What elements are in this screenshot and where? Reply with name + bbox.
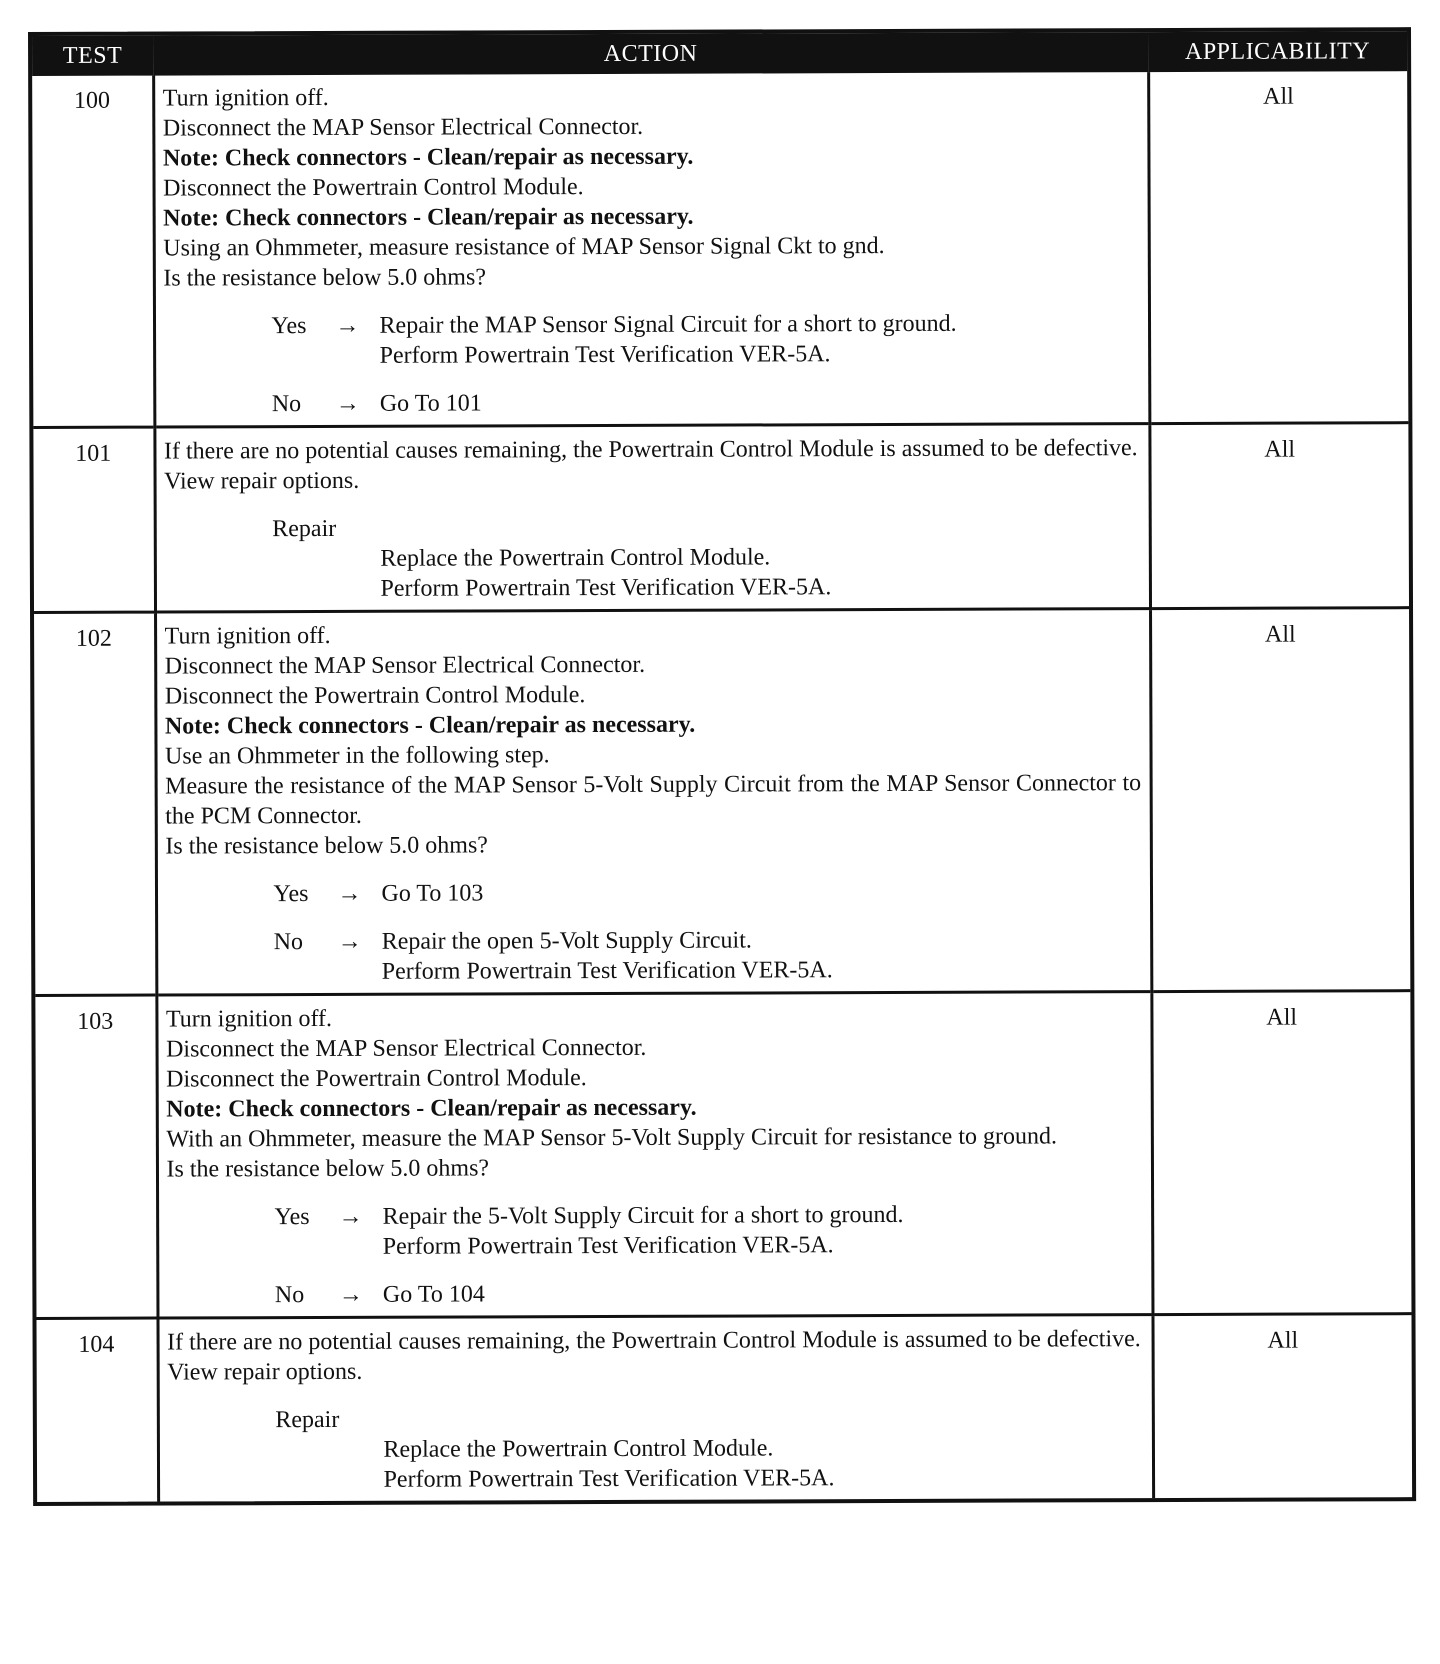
outcome-result-line: Perform Powertrain Test Verification VER-5A. xyxy=(381,957,833,985)
action-line: With an Ohmmeter, measure the MAP Sensor 5-Volt Supply Circuit for resistance to ground. xyxy=(166,1123,1058,1153)
header-action: ACTION xyxy=(153,32,1148,75)
test-number: 102 xyxy=(34,612,156,995)
outcome-result xyxy=(379,308,1139,371)
arrow-icon: → xyxy=(338,1281,363,1308)
action-cell xyxy=(157,1315,1153,1502)
outcome-result-line: Go To 104 xyxy=(382,1281,485,1308)
table-header-row xyxy=(32,31,1407,76)
outcome-result xyxy=(382,924,1142,987)
applicability-value: All xyxy=(1150,608,1410,992)
applicability-value: All xyxy=(1151,991,1411,1315)
outcome-result xyxy=(381,876,1141,909)
outcome-no xyxy=(167,1277,1143,1310)
action-line: Turn ignition off. xyxy=(162,84,329,112)
note-line: Note: Check connectors - Clean/repair as necessary. xyxy=(164,711,696,740)
outcome-label: No xyxy=(274,1282,305,1309)
outcome-label: Yes xyxy=(273,881,309,908)
repair-label: Repair xyxy=(272,515,337,543)
action-line: Disconnect the MAP Sensor Electrical Connector. xyxy=(166,1034,647,1063)
outcome-yes xyxy=(167,1199,1143,1262)
action-line: View repair options. xyxy=(164,467,360,495)
table-row xyxy=(36,1314,1412,1502)
outcome-label: No xyxy=(271,391,302,418)
arrow-icon: → xyxy=(335,312,360,339)
repair-step: Perform Powertrain Test Verification VER-5A. xyxy=(380,574,832,602)
table-row xyxy=(33,423,1409,613)
outcome-result-line: Repair the open 5-Volt Supply Circuit. xyxy=(381,927,752,955)
action-cell xyxy=(155,609,1151,995)
action-cell xyxy=(156,992,1152,1318)
header-test: TEST xyxy=(32,36,153,76)
action-line: Is the resistance below 5.0 ohms? xyxy=(163,264,486,292)
outcome-label: No xyxy=(273,929,304,956)
action-line: If there are no potential causes remaining, the Powertrain Control Module is assumed to be defective. xyxy=(167,1326,1141,1356)
outcome-result xyxy=(383,1277,1143,1310)
test-number: 100 xyxy=(32,76,154,428)
test-number: 104 xyxy=(36,1318,158,1502)
outcome-result-line: Repair the MAP Sensor Signal Circuit for a short to ground. xyxy=(379,310,957,339)
arrow-icon: → xyxy=(335,390,360,417)
note-line: Note: Check connectors - Clean/repair as necessary. xyxy=(163,203,694,232)
header-applicability: APPLICABILITY xyxy=(1148,31,1407,72)
test-number: 103 xyxy=(35,995,157,1318)
action-cell xyxy=(153,72,1149,427)
outcome-result-line: Go To 103 xyxy=(381,880,484,907)
table-row xyxy=(34,608,1410,996)
table-row xyxy=(35,991,1411,1319)
diagnostic-test-table-container xyxy=(28,27,1416,1506)
action-line: Use an Ohmmeter in the following step. xyxy=(164,742,550,770)
action-line: Disconnect the Powertrain Control Module. xyxy=(164,682,586,710)
outcome-result-line: Perform Powertrain Test Verification VER-5A. xyxy=(379,341,831,369)
outcome-yes xyxy=(163,308,1139,371)
action-line: Disconnect the MAP Sensor Electrical Connector. xyxy=(162,113,644,142)
outcome-yes xyxy=(165,876,1141,909)
action-line: Is the resistance below 5.0 ohms? xyxy=(166,1155,490,1183)
action-line: Disconnect the Powertrain Control Module. xyxy=(163,174,584,202)
applicability-value: All xyxy=(1152,1314,1412,1498)
diagnostic-test-table xyxy=(32,31,1412,1502)
test-number: 101 xyxy=(33,427,155,612)
action-line: Is the resistance below 5.0 ohms? xyxy=(165,832,488,860)
outcome-no xyxy=(164,386,1140,419)
outcome-result-line: Perform Powertrain Test Verification VER-5A. xyxy=(382,1232,834,1260)
action-cell xyxy=(154,424,1150,612)
action-line: View repair options. xyxy=(167,1358,363,1386)
repair-step: Perform Powertrain Test Verification VER-5A. xyxy=(383,1465,835,1493)
repair-step: Replace the Powertrain Control Module. xyxy=(383,1435,774,1463)
applicability-value: All xyxy=(1263,83,1294,110)
repair-step: Replace the Powertrain Control Module. xyxy=(380,544,771,572)
action-line: If there are no potential causes remaining, the Powertrain Control Module is assumed to be defective. xyxy=(163,435,1138,465)
action-line: Disconnect the Powertrain Control Module. xyxy=(166,1065,587,1093)
note-line: Note: Check connectors - Clean/repair as necessary. xyxy=(166,1094,697,1123)
action-line: Using an Ohmmeter, measure resistance of MAP Sensor Signal Ckt to gnd. xyxy=(163,233,885,262)
outcome-label: Yes xyxy=(274,1204,310,1231)
action-line: Disconnect the MAP Sensor Electrical Connector. xyxy=(164,651,646,680)
action-line: Measure the resistance of the MAP Sensor 5-Volt Supply Circuit from the MAP Sensor Connector to the PCM Connector. xyxy=(165,770,1142,830)
table-row xyxy=(32,71,1408,427)
outcome-no xyxy=(166,924,1142,987)
note-line: Note: Check connectors - Clean/repair as necessary. xyxy=(162,143,694,172)
outcome-result-line: Go To 101 xyxy=(379,390,482,417)
applicability-value: All xyxy=(1149,423,1409,609)
arrow-icon: → xyxy=(337,928,362,955)
outcome-label: Yes xyxy=(271,313,307,340)
action-line: Turn ignition off. xyxy=(164,622,331,650)
outcome-result-line: Repair the 5-Volt Supply Circuit for a short to ground. xyxy=(382,1201,904,1230)
arrow-icon: → xyxy=(338,1203,363,1230)
outcome-result xyxy=(383,1199,1143,1262)
arrow-icon: → xyxy=(337,880,362,907)
outcome-result xyxy=(380,386,1140,419)
repair-label: Repair xyxy=(275,1406,340,1434)
action-line: Turn ignition off. xyxy=(165,1005,333,1033)
